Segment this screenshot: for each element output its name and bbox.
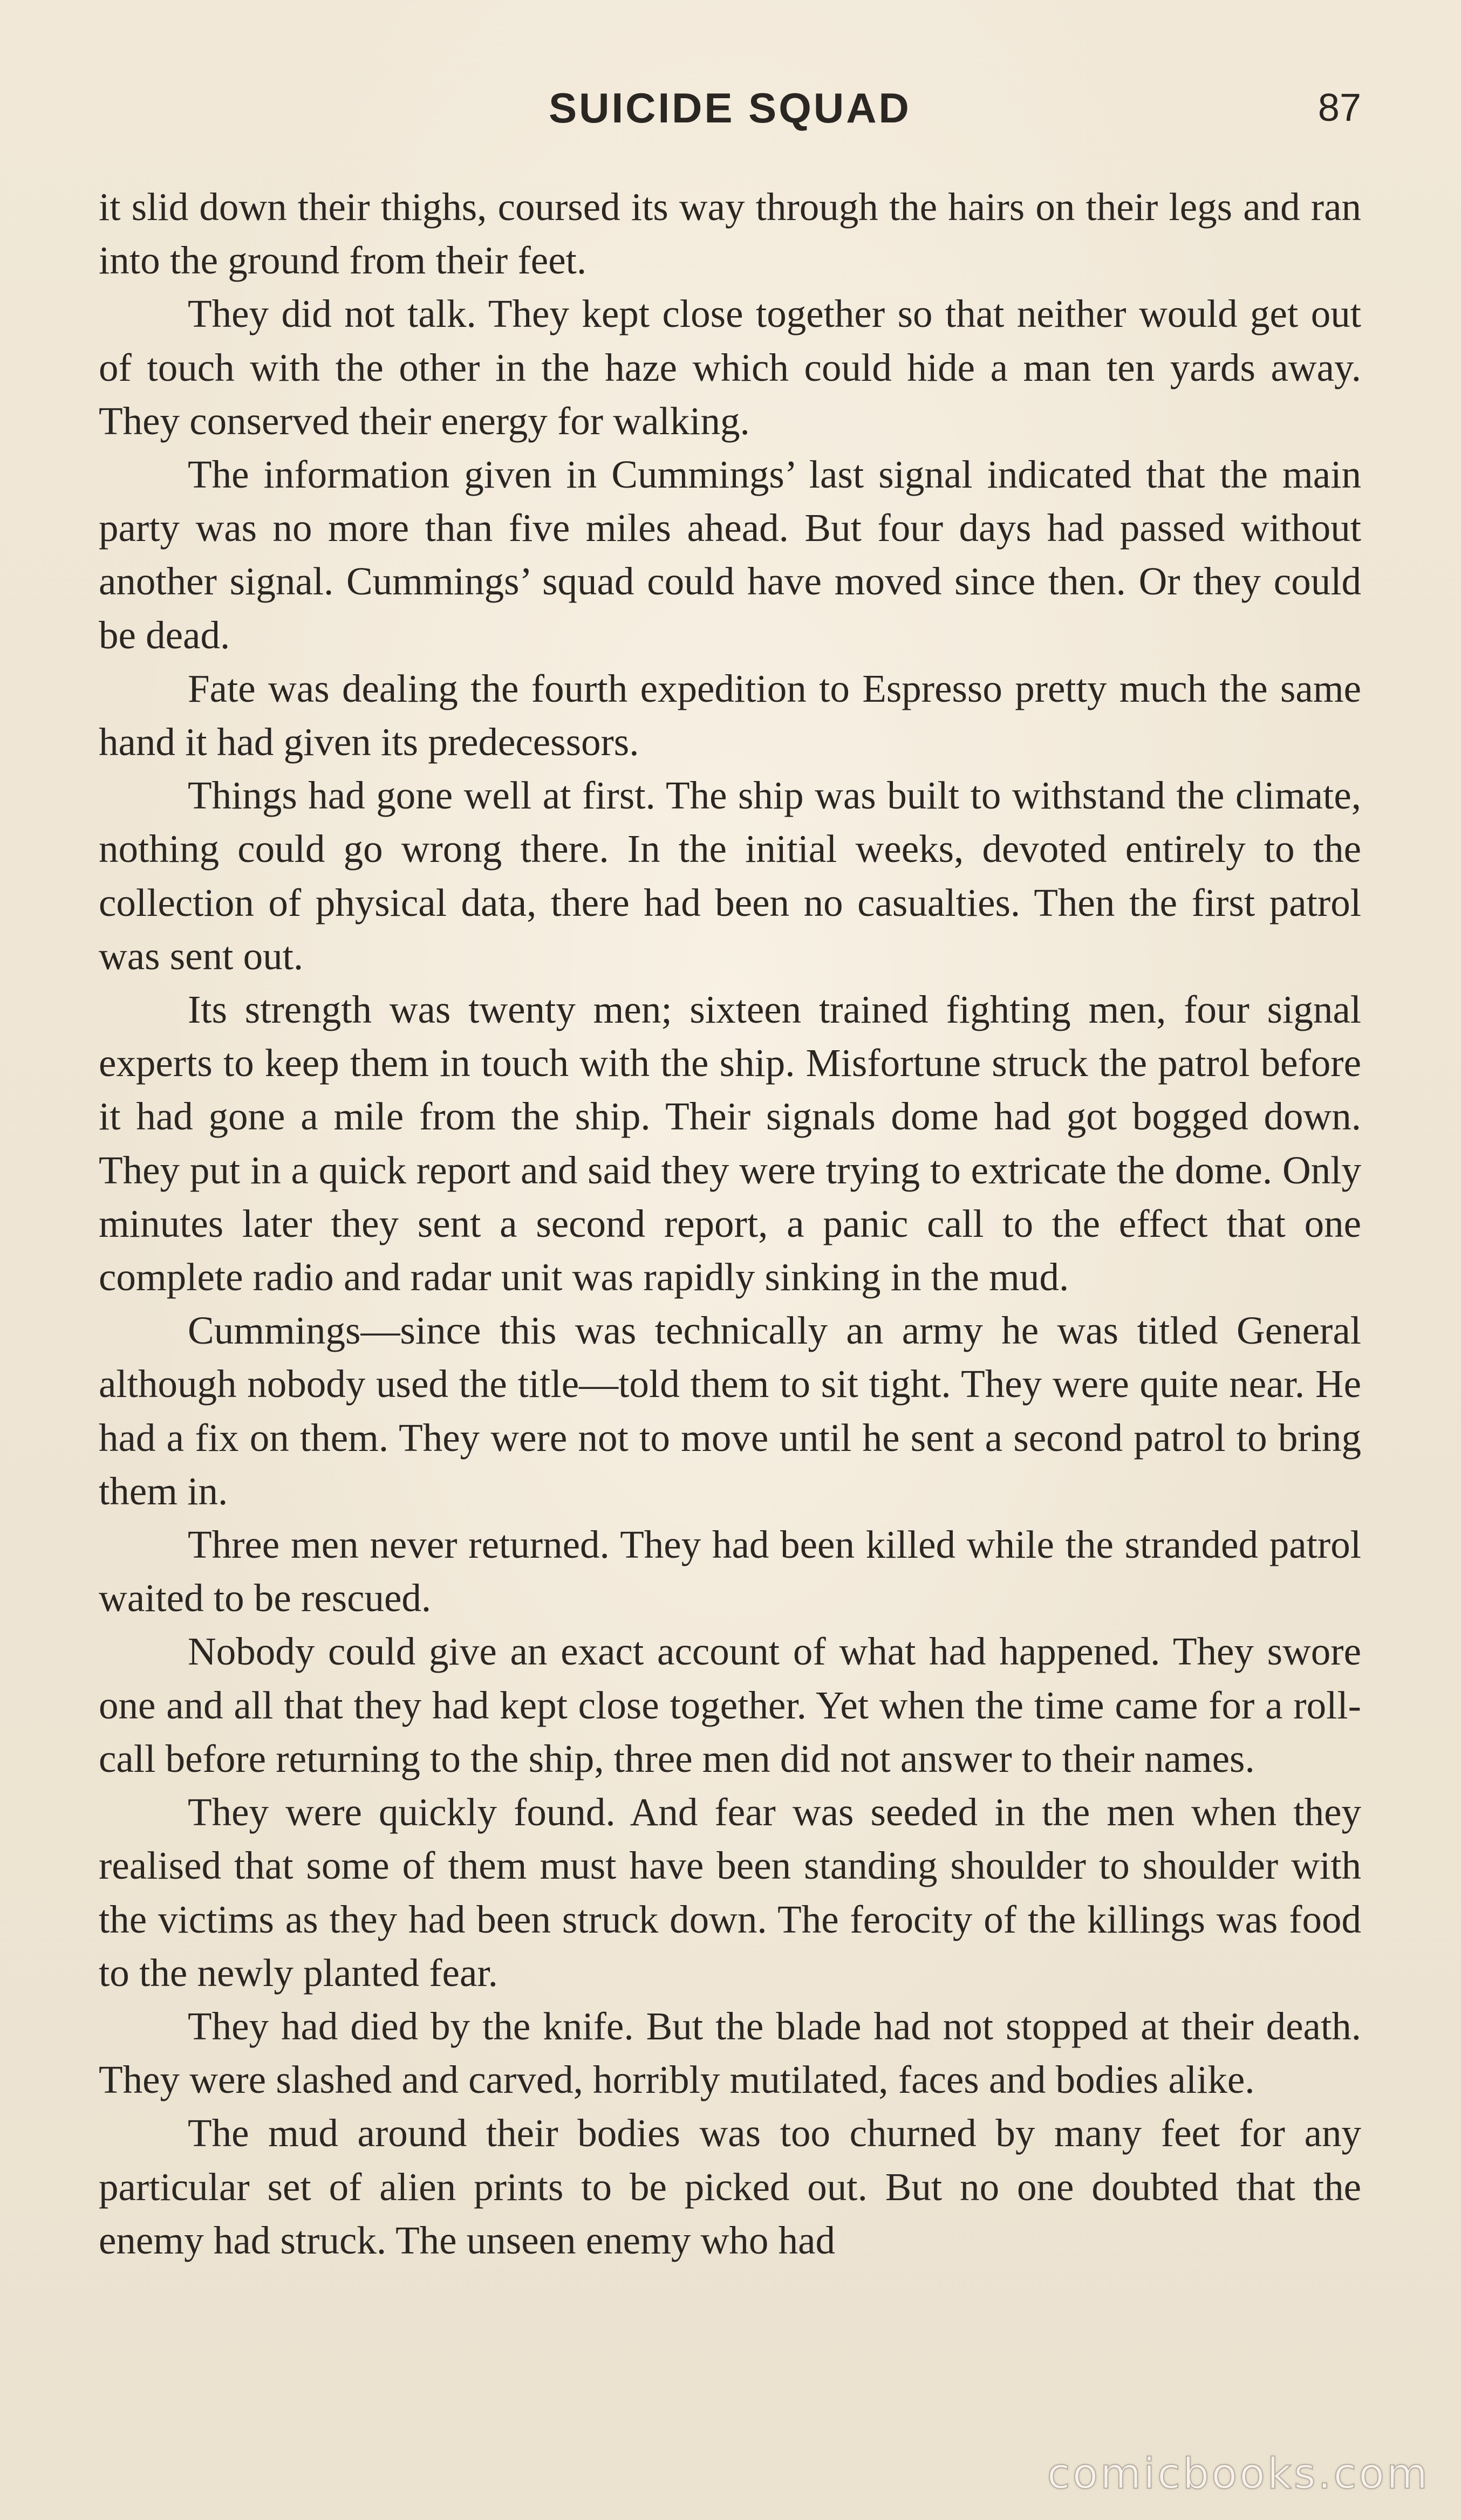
site-watermark: comicbooks.com	[1047, 2450, 1430, 2498]
paragraph-4: Fate was dealing the fourth expedition to Espresso pretty much the same hand it had given its predecessors.	[99, 666, 1361, 764]
running-head	[99, 81, 1361, 135]
paragraph-10: They were quickly found. And fear was seeded in the men when they realised that some of them must have been standing shoulder to shoulder with the victims as they had been struck down. The ferocity of the killings was food to the newly planted fear.	[99, 1790, 1361, 1995]
paragraph-11: They had died by the knife. But the blade had not stopped at their death. They were slashed and carved, horribly mutilated, faces and bodies alike.	[99, 2004, 1361, 2102]
body-text	[99, 180, 1361, 2267]
paragraph-1: it slid down their thighs, coursed its way through the hairs on their legs and ran into the ground from their feet.	[99, 185, 1361, 283]
running-title: SUICIDE SQUAD	[549, 84, 911, 132]
paragraph-6: Its strength was twenty men; sixteen trained fighting men, four signal experts to keep them in touch with the ship. Misfortune struck the patrol before it had gone a mile from the ship. Their signals dome had got bogged down. They put in a quick report and said they were trying to extricate the dome. Only minutes later they sent a second report, a panic call to the effect that one complete radio and radar unit was rapidly sinking in the mud.	[99, 988, 1361, 1299]
paragraph-9: Nobody could give an exact account of what had happened. They swore one and all that they had kept close together. Yet when the time came for a roll-call before returning to the ship, three men did not answer to their names.	[99, 1629, 1361, 1781]
page-number: 87	[1317, 86, 1361, 129]
paragraph-5: Things had gone well at first. The ship was built to withstand the climate, nothing could go wrong there. In the initial weeks, devoted entirely to the collection of physical data, there had been no casualties. Then the first patrol was sent out.	[99, 773, 1361, 978]
paragraph-3: The information given in Cummings’ last signal indicated that the main party was no more than five miles ahead. But four days had passed without another signal. Cummings’ squad could have moved since then. Or they could be dead.	[99, 453, 1361, 657]
paragraph-8: Three men never returned. They had been killed while the stranded patrol waited to be rescued.	[99, 1523, 1361, 1620]
paragraph-7: Cummings—since this was technically an army he was titled General although nobody used the title—told them to sit tight. They were quite near. He had a fix on them. They were not to move until he sent a second patrol to bring them in.	[99, 1309, 1361, 1513]
paragraph-12: The mud around their bodies was too churned by many feet for any particular set of alien prints to be picked out. But no one doubted that the enemy had struck. The unseen enemy who had	[99, 2111, 1361, 2262]
paragraph-2: They did not talk. They kept close together so that neither would get out of touch with the other in the haze which could hide a man ten yards away. They conserved their energy for walking.	[99, 292, 1361, 443]
